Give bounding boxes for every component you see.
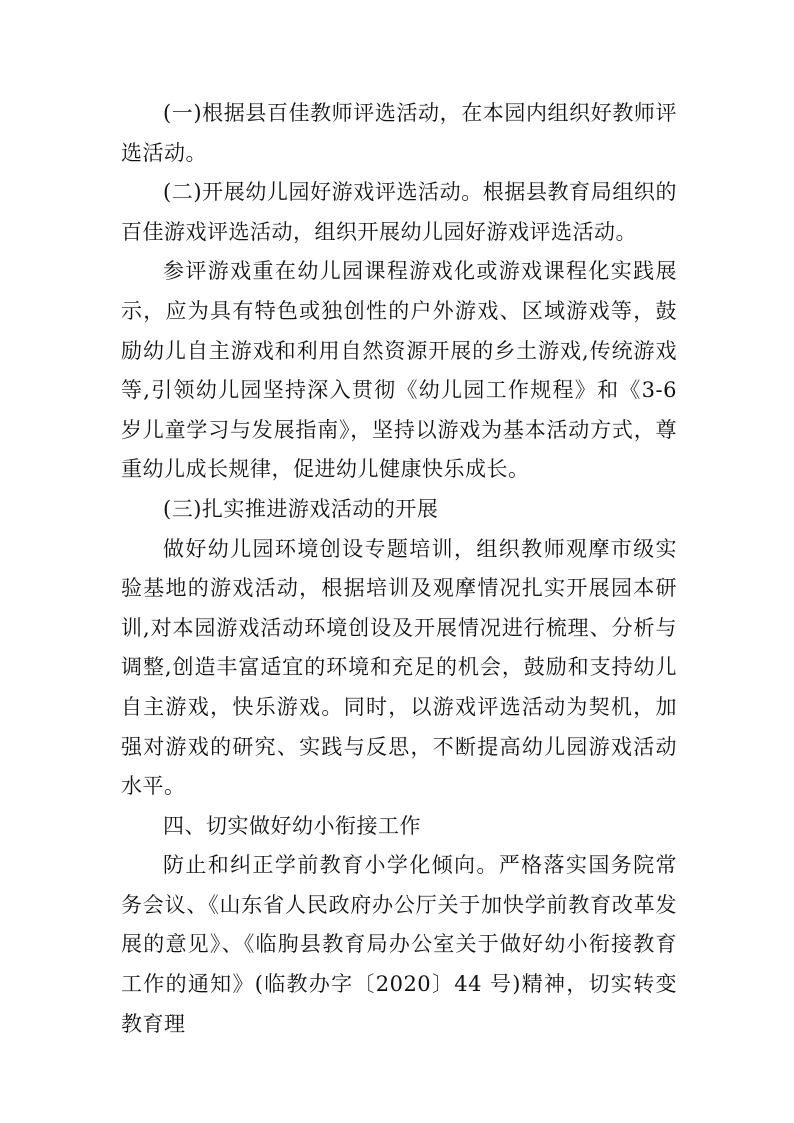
paragraph-game-requirements: 参评游戏重在幼儿园课程游戏化或游戏课程化实践展示，应为具有特色或独创性的户外游戏、区域游戏等，鼓励幼儿自主游戏和利用自然资源开展的乡土游戏,传统游戏等,引领幼儿园坚持深入贯彻《幼儿园工作规程》和《3-6 岁儿童学习与发展指南》，坚持以游戏为基本活动方式，尊重幼儿成长规律，促进幼儿健康快乐成长。 — [121, 259, 677, 482]
paragraph-section-three-heading: (三)扎实推进游戏活动的开展 — [163, 496, 439, 521]
paragraph-environment-training: 做好幼儿园环境创设专题培训，组织教师观摩市级实验基地的游戏活动，根据培训及观摩情况扎实开展园本研训,对本园游戏活动环境创设及开展情况进行梳理、分析与调整,创造丰富适宜的环境和充足的机会，鼓励和支持幼儿自主游戏，快乐游戏。同时，以游戏评选活动为契机，加强对游戏的研究、实践与反思，不断提高幼儿园游戏活动水平。 — [121, 536, 677, 799]
paragraph-teacher-selection: (一)根据县百佳教师评选活动，在本园内组织好教师评选活动。 — [121, 101, 677, 165]
paragraph-section-four-heading: 四、切实做好幼小衔接工作 — [163, 813, 421, 838]
paragraph-game-selection: (二)开展幼儿园好游戏评选活动。根据县教育局组织的百佳游戏评选活动，组织开展幼儿园好游戏评选活动。 — [121, 180, 677, 244]
document-page — [121, 94, 677, 1044]
paragraph-transition-work: 防止和纠正学前教育小学化倾向。严格落实国务院常务会议、《山东省人民政府办公厅关于加快学前教育改革发展的意见》、《临朐县教育局办公室关于做好幼小衔接教育工作的通知》(临教办字〔2020〕44 号)精神，切实转变教育理 — [121, 853, 677, 1036]
